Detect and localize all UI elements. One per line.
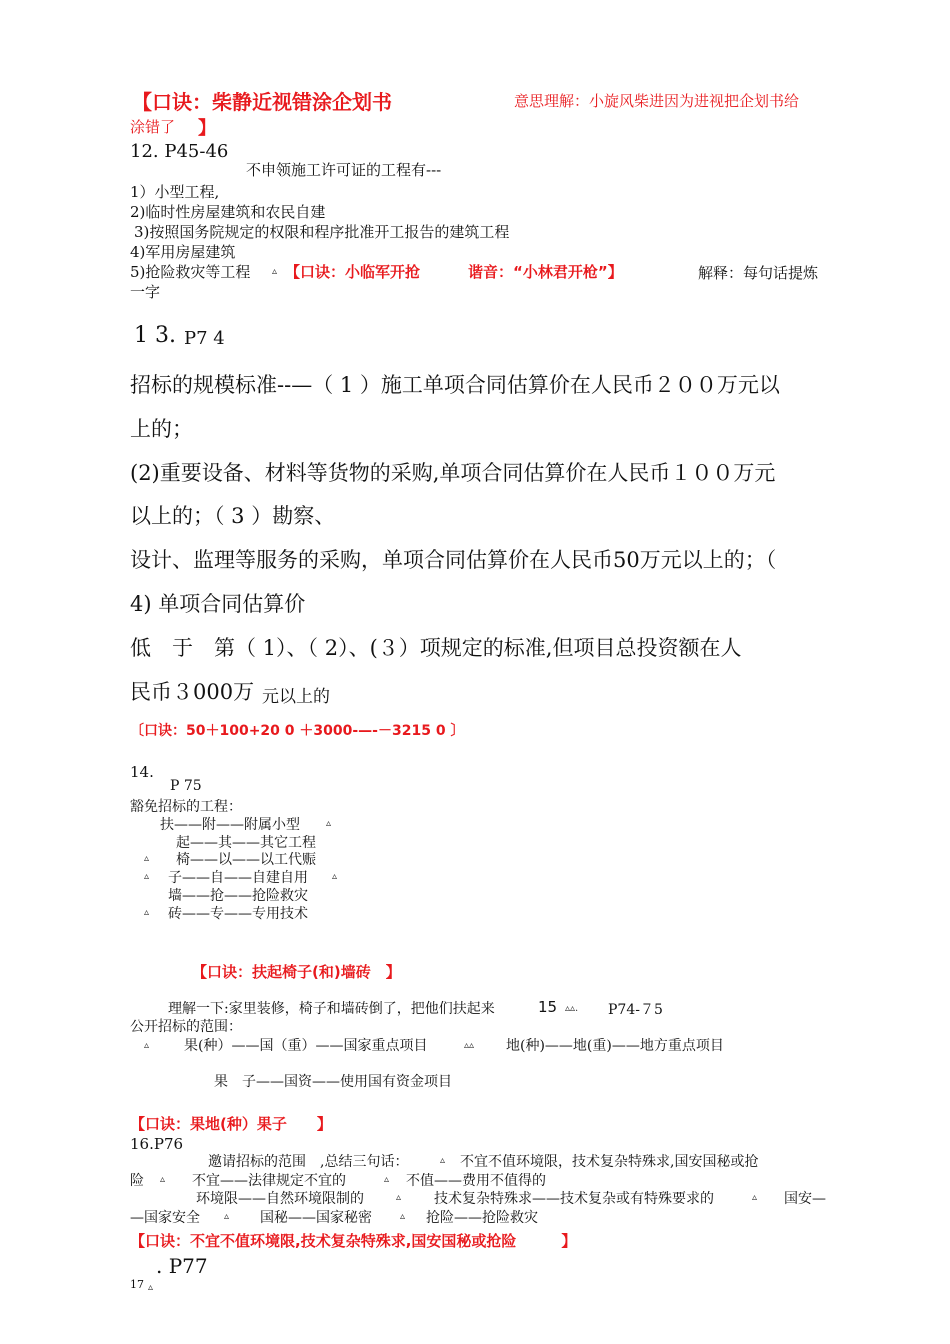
bullet-mark-icon: ▵ [224, 1211, 230, 1222]
section-15-item-1: 果(种）——国（重）——国家重点项目 [184, 1038, 428, 1054]
section-15-number: 15 [538, 998, 558, 1016]
section-14-page: P 75 [170, 778, 202, 794]
section-14-mnemonic: 【口诀：扶起椅子(和)墙砖 】 [192, 963, 401, 981]
header-meaning: 意思理解：小旋风柴进因为进视把企划书给 [514, 92, 800, 110]
section-12-title: 不申领施工许可证的工程有--- [246, 161, 442, 179]
header-close-bracket: 】 [198, 118, 216, 139]
section-13-mnemonic: 〔口诀：50＋100+20 0 ＋3000-—-－3215 0 〕 [130, 723, 465, 739]
section-16-line-1: 邀请招标的范围 ,总结三句话： [208, 1154, 409, 1170]
section-12-explain-cont: 一字 [130, 283, 161, 301]
section-16-line-2b: 不宜——法律规定不宜的 [192, 1173, 346, 1189]
section-12-item-3: 3)按照国务院规定的权限和程序批准开工报告的建筑工程 [134, 223, 510, 241]
header-meaning-cont: 涂错了 [130, 118, 176, 136]
bullet-mark-icon: ▵ [144, 871, 150, 882]
section-13-line-4: 以上的；（ 3 ）勘察、 [130, 504, 336, 528]
bullet-mark-icon: ▵▵. [565, 1003, 579, 1014]
section-14-title: 豁免招标的工程： [130, 799, 242, 815]
section-16-line-4b: 国秘——国家秘密 [260, 1210, 372, 1226]
bullet-mark-icon: ▵ [752, 1192, 758, 1203]
section-16-line-4c: 抢险——抢险救灾 [426, 1210, 538, 1226]
bullet-mark-icon: ▵ [440, 1155, 446, 1166]
section-14-row-5: 墙——抢——抢险救灾 [168, 888, 308, 904]
section-15-item-2: 地(种)——地(重)——地方重点项目 [506, 1038, 724, 1054]
section-16-line-3a: 环境限——自然环境限制的 [196, 1191, 364, 1207]
section-13-page: P7 4 [184, 328, 225, 349]
section-16-number: 16.P76 [130, 1135, 184, 1153]
section-17-number: 17 [130, 1278, 144, 1291]
section-15-page: P74-７5 [608, 1002, 663, 1018]
bullet-mark-icon: ▵ [326, 818, 332, 829]
section-15-item-3: 果 子——国资——使用国有资金项目 [214, 1074, 452, 1090]
section-14-number: 14. [130, 763, 154, 781]
section-13-line-1: 招标的规模标准--—（ 1 ）施工单项合同估算价在人民币２００万元以 [130, 373, 780, 397]
section-15-title: 公开招标的范围： [130, 1019, 242, 1035]
section-13-line-5: 设计、监理等服务的采购，单项合同估算价在人民币50万元以上的；（ [130, 548, 777, 572]
section-16-line-4a: —国家安全 [130, 1210, 200, 1226]
section-13-line-2: 上的； [130, 417, 193, 441]
section-14-row-1: 扶——附——附属小型 [160, 817, 300, 833]
section-12-item-2: 2)临时性房屋建筑和农民自建 [130, 203, 326, 221]
section-14-row-3: 椅——以——以工代赈 [176, 852, 316, 868]
section-16-line-1b: 不宜不值环境限，技术复杂特殊求,国安国秘或抢 [460, 1154, 759, 1170]
bullet-mark-icon: ▵ [400, 1211, 406, 1222]
section-16-mnemonic: 【口诀：不宜不值环境限,技术复杂特殊求,国安国秘或抢险 】 [130, 1232, 577, 1250]
section-16-line-2c: 不值——费用不值得的 [406, 1173, 546, 1189]
section-12-item-5: 5)抢险救灾等工程 [130, 263, 251, 281]
section-13-line-3: (2)重要设备、材料等货物的采购,单项合同估算价在人民币１００万元 [130, 461, 776, 485]
section-14-row-6: 砖——专——专用技术 [168, 906, 308, 922]
bullet-mark-icon: ▵ [144, 1040, 150, 1051]
bullet-mark-icon: ▵▵ [464, 1040, 475, 1051]
section-13-line-6: 4) 单项合同估算价 [130, 592, 306, 616]
section-13-line-8-tail: 元以上的 [262, 687, 330, 707]
section-16-line-2a: 险 [130, 1173, 144, 1189]
bullet-mark-icon: ▵ [160, 1174, 166, 1185]
bullet-mark-icon: ▵ [144, 853, 150, 864]
bullet-mark-icon: ▵ [332, 871, 338, 882]
bullet-mark-icon: ▵ [144, 907, 150, 918]
section-14-understand: 理解一下:家里装修，椅子和墙砖倒了，把他们扶起来 [168, 1001, 495, 1017]
section-16-line-3c: 国安— [784, 1191, 826, 1207]
section-15-mnemonic: 【口诀：果地(种）果子 】 [130, 1115, 332, 1133]
section-12-number: 12. P45-46 [130, 141, 229, 162]
section-12-item-4: 4)军用房屋建筑 [130, 243, 236, 261]
bullet-mark-icon: ▵ [384, 1174, 390, 1185]
section-16-line-3b: 技术复杂特殊求——技术复杂或有特殊要求的 [434, 1191, 714, 1207]
section-12-item-1: 1）小型工程, [130, 183, 220, 201]
section-13-line-8: 民币３000万 [130, 680, 255, 704]
section-13-number: 1 3. [134, 323, 176, 348]
section-14-row-4: 子——自——自建自用 [168, 870, 308, 886]
section-12-explain: 解释：每句话提炼 [698, 264, 819, 282]
section-12-mnemonic: 【口诀：小临军开抢 [285, 263, 421, 281]
section-17-page: . P77 [156, 1254, 208, 1278]
bullet-mark-icon: ▵ [396, 1192, 402, 1203]
section-13-line-7: 低 于 第（ 1）、（ 2）、(３）项规定的标准,但项目总投资额在人 [130, 636, 742, 660]
section-12-homophone: 谐音：“小林君开枪”】 [468, 263, 623, 281]
header-mnemonic: 【口诀：柴静近视错涂企划书 [132, 90, 392, 114]
bullet-mark-icon: ▵ [272, 266, 278, 277]
bullet-mark-icon: ▵ [148, 1282, 154, 1293]
section-14-row-2: 起——其——其它工程 [176, 835, 316, 851]
